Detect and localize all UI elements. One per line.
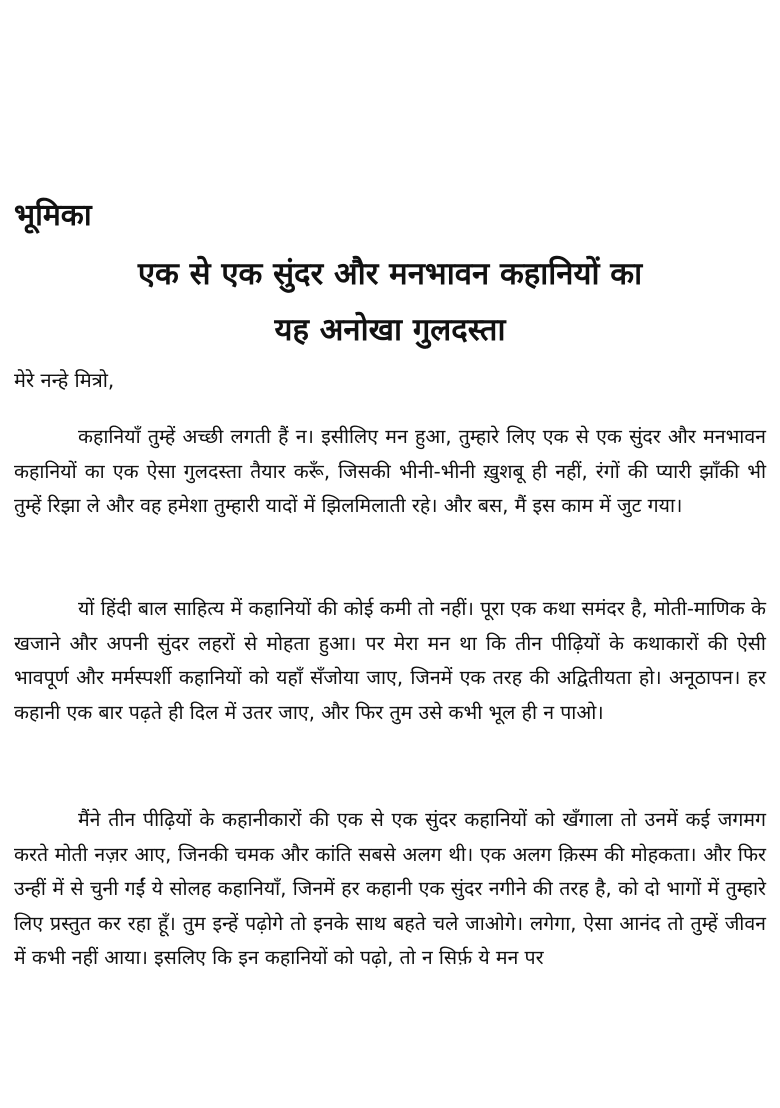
title-line-2: यह अनोखा गुलदस्ता — [274, 312, 506, 348]
paragraph: कहानियाँ तुम्हें अच्छी लगती हैं न। इसीलिए मन हुआ, तुम्हारे लिए एक से एक सुंदर और मनभावन कहानियों का एक ऐसा गुलदस्ता तैयार करूँ, जिसकी भीनी-भीनी ख़ुशबू ही नहीं, रंगों की प्यारी झाँकी भी तुम्हें रिझा ले और वह हमेशा तुम्हारी यादों में झिलमिलाती रहे। और बस, मैं इस काम में जुट गया। — [14, 425, 766, 517]
page-title — [0, 246, 780, 358]
salutation: मेरे नन्हे मित्रो, — [14, 368, 115, 392]
section-label: भूमिका — [14, 198, 92, 233]
paragraph: मैंने तीन पीढ़ियों के कहानीकारों की एक से एक सुंदर कहानियों को खँगाला तो उनमें कई जगमग करते मोती नज़र आए, जिनकी चमक और कांति सबसे अलग थी। एक अलग क़िस्म की मोहकता। और फिर उन्हीं में से चुनी गईं ये सोलह कहानियाँ, जिनमें हर कहानी एक सुंदर नगीने की तरह है, को दो भागों में तुम्हारे लिए प्रस्तुत कर रहा हूँ। तुम इन्हें पढ़ोगे तो इनके साथ बहते चले जाओगे। लगेगा, ऐसा आनंद तो तुम्हें जीवन में कभी नहीं आया। इसलिए कि इन कहानियों को पढ़ो, तो न सिर्फ़ ये मन पर — [14, 808, 766, 969]
paragraph: यों हिंदी बाल साहित्य में कहानियों की कोई कमी तो नहीं। पूरा एक कथा समंदर है, मोती-माणिक के खजाने और अपनी सुंदर लहरों से मोहता हुआ। पर मेरा मन था कि तीन पीढ़ियों के कथाकारों की ऐसी भावपूर्ण और मर्मस्पर्शी कहानियों को यहाँ सँजोया जाए, जिनमें एक तरह की अद्वितीयता हो। अनूठापन। हर कहानी एक बार पढ़ते ही दिल में उतर जाए, और फिर तुम उसे कभी भूल ही न पाओ। — [14, 597, 766, 724]
title-line-1: एक से एक सुंदर और मनभावन कहानियों का — [137, 256, 643, 292]
